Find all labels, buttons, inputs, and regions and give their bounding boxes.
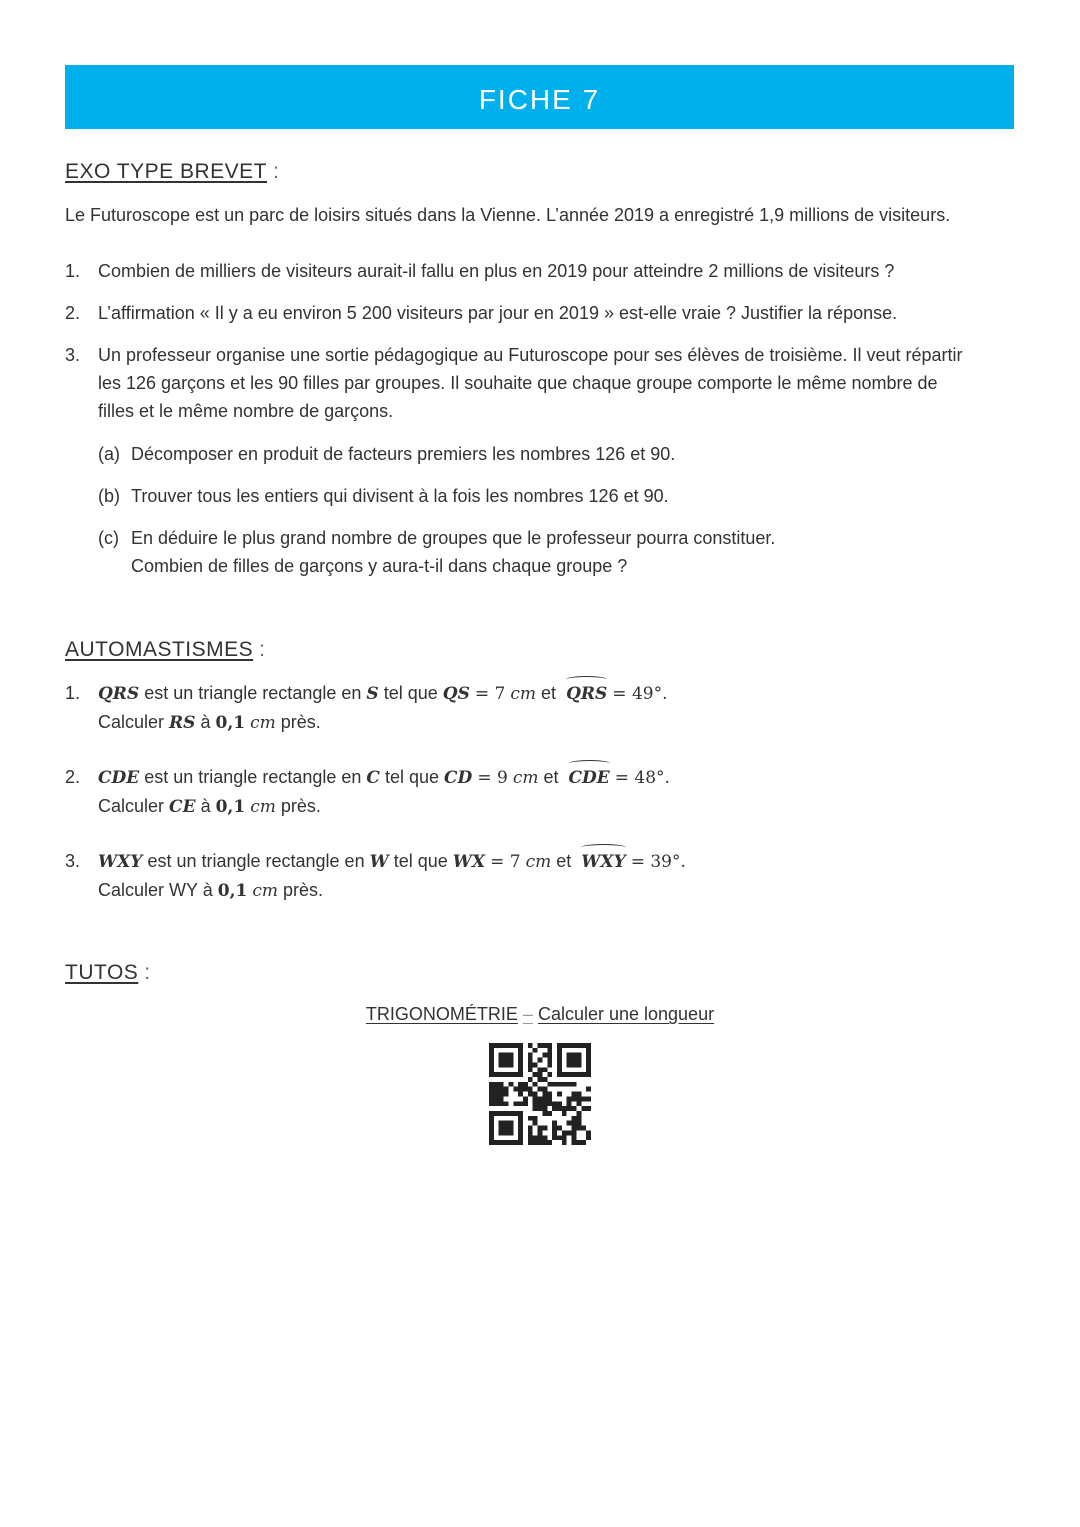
auto-1-vertex: S [366, 684, 379, 704]
auto-3-et: et [556, 851, 572, 871]
auto-item-3 [65, 847, 1025, 905]
auto-title: AUTOMASTISMES [65, 638, 254, 661]
auto-2-side: CD [444, 768, 473, 788]
section-title-tutos [65, 961, 151, 985]
auto-2-pres: près. [280, 796, 321, 816]
q1-text: Combien de milliers de visiteurs aurait-il fallu en plus en 2019 pour atteindre 2 millions de visiteurs ? [98, 261, 895, 281]
auto-1-et: et [541, 683, 557, 703]
auto-3-triangle: WXY [98, 852, 143, 872]
q3-line-1: Un professeur organise une sortie pédagogique au Futuroscope pour ses élèves de troisième. Il veut répartir [98, 345, 963, 365]
auto-2-unit: cm [512, 768, 539, 788]
brevet-question-3c [98, 524, 998, 580]
auto-item-1 [65, 679, 1025, 737]
q3c-line-1: En déduire le plus grand nombre de groupes que le professeur pourra constituer. [131, 528, 776, 548]
q3a-label: (a) [98, 444, 120, 464]
auto-1-side-value: = 7 [474, 684, 506, 704]
auto-1-text-b: tel que [383, 683, 438, 703]
auto-1-text-a: est un triangle rectangle en [144, 683, 362, 703]
auto-2-text-a: est un triangle rectangle en [144, 767, 362, 787]
auto-2-vertex: C [366, 768, 380, 788]
auto-1-side: QS [442, 684, 470, 704]
brevet-question-2 [65, 299, 1025, 327]
auto-2-precision-unit: cm [250, 797, 276, 817]
page-title: FICHE 7 [478, 84, 601, 115]
brevet-intro: Le Futuroscope est un parc de loisirs situés dans la Vienne. L’année 2019 a enregistré 1,9 millions de visiteurs. [65, 205, 951, 225]
tuto-link[interactable] [0, 1004, 1080, 1025]
auto-2-angle: CDE [569, 764, 610, 792]
brevet-colon: : [273, 160, 280, 183]
tutos-title: TUTOS [65, 961, 139, 984]
q3c-line-2: Combien de filles de garçons y aura-t-il dans chaque groupe ? [131, 556, 628, 576]
section-title-brevet [65, 160, 279, 184]
auto-1-unit: cm [510, 684, 537, 704]
auto-3-side: WX [452, 852, 486, 872]
auto-2-number: 2. [65, 767, 81, 787]
tuto-link-dash: – [522, 1004, 533, 1024]
q3-line-2: les 126 garçons et les 90 filles par groupes. Il souhaite que chaque groupe comporte le même nombre de [98, 373, 938, 393]
auto-2-text-b: tel que [384, 767, 440, 787]
auto-3-unit: cm [525, 852, 552, 872]
auto-1-target: RS [169, 713, 196, 733]
auto-2-target: CE [169, 797, 196, 817]
tutos-colon: : [144, 961, 151, 984]
auto-item-2 [65, 763, 1025, 821]
auto-3-question [98, 876, 1025, 905]
auto-3-precision-unit: cm [252, 881, 278, 901]
auto-1-number: 1. [65, 683, 81, 703]
brevet-question-3b [98, 482, 998, 510]
auto-1-triangle: QRS [98, 684, 140, 704]
auto-1-precision: 0,1 [215, 713, 246, 733]
auto-2-angle-value: = 48°. [614, 768, 670, 788]
auto-3-statement [98, 847, 1025, 876]
auto-3-angle-value: = 39°. [630, 852, 686, 872]
auto-2-precision: 0,1 [215, 797, 246, 817]
q3b-text: Trouver tous les entiers qui divisent à la fois les nombres 126 et 90. [131, 486, 669, 506]
auto-3-angle: WXY [581, 848, 625, 876]
auto-colon: : [259, 638, 266, 661]
q3c-label: (c) [98, 528, 119, 548]
q1-number: 1. [65, 261, 81, 281]
section-title-automatismes [65, 638, 265, 662]
auto-1-angle: QRS [566, 680, 607, 708]
q2-number: 2. [65, 303, 81, 323]
qr-code-icon[interactable] [489, 1043, 591, 1145]
auto-2-et: et [543, 767, 559, 787]
auto-3-text-b: tel que [393, 851, 448, 871]
tuto-link-subtopic[interactable]: Calculer une longueur [537, 1004, 715, 1024]
auto-3-calc: Calculer WY [98, 880, 198, 900]
brevet-question-3 [65, 341, 1025, 425]
auto-2-a: à [200, 796, 211, 816]
auto-1-precision-unit: cm [250, 713, 276, 733]
auto-2-statement [98, 763, 1025, 792]
q3-line-3: filles et le même nombre de garçons. [98, 401, 394, 421]
auto-3-text-a: est un triangle rectangle en [147, 851, 365, 871]
auto-3-number: 3. [65, 851, 81, 871]
auto-1-pres: près. [280, 712, 321, 732]
q2-text: L’affirmation « Il y a eu environ 5 200 visiteurs par jour en 2019 » est-elle vraie ? Justifier la réponse. [98, 303, 898, 323]
auto-1-question [98, 708, 1025, 737]
auto-1-angle-value: = 49°. [612, 684, 668, 704]
q3a-text: Décomposer en produit de facteurs premiers les nombres 126 et 90. [131, 444, 676, 464]
auto-3-side-value: = 7 [490, 852, 521, 872]
auto-2-triangle: CDE [98, 768, 140, 788]
auto-3-precision: 0,1 [217, 881, 248, 901]
auto-3-pres: près. [283, 880, 324, 900]
auto-2-side-value: = 9 [477, 768, 508, 788]
tuto-link-topic[interactable]: TRIGONOMÉTRIE [365, 1004, 518, 1024]
q3-number: 3. [65, 345, 81, 365]
brevet-question-3a [98, 440, 998, 468]
header-banner [65, 65, 1014, 129]
auto-3-a: à [202, 880, 213, 900]
brevet-question-1 [65, 257, 1025, 285]
auto-1-statement [98, 679, 1025, 708]
auto-2-calc: Calculer [98, 796, 165, 816]
q3b-label: (b) [98, 486, 120, 506]
brevet-title: EXO TYPE BREVET [65, 160, 268, 183]
auto-1-a: à [200, 712, 211, 732]
auto-1-calc: Calculer [98, 712, 165, 732]
auto-3-vertex: W [369, 852, 389, 872]
auto-2-question [98, 792, 1025, 821]
